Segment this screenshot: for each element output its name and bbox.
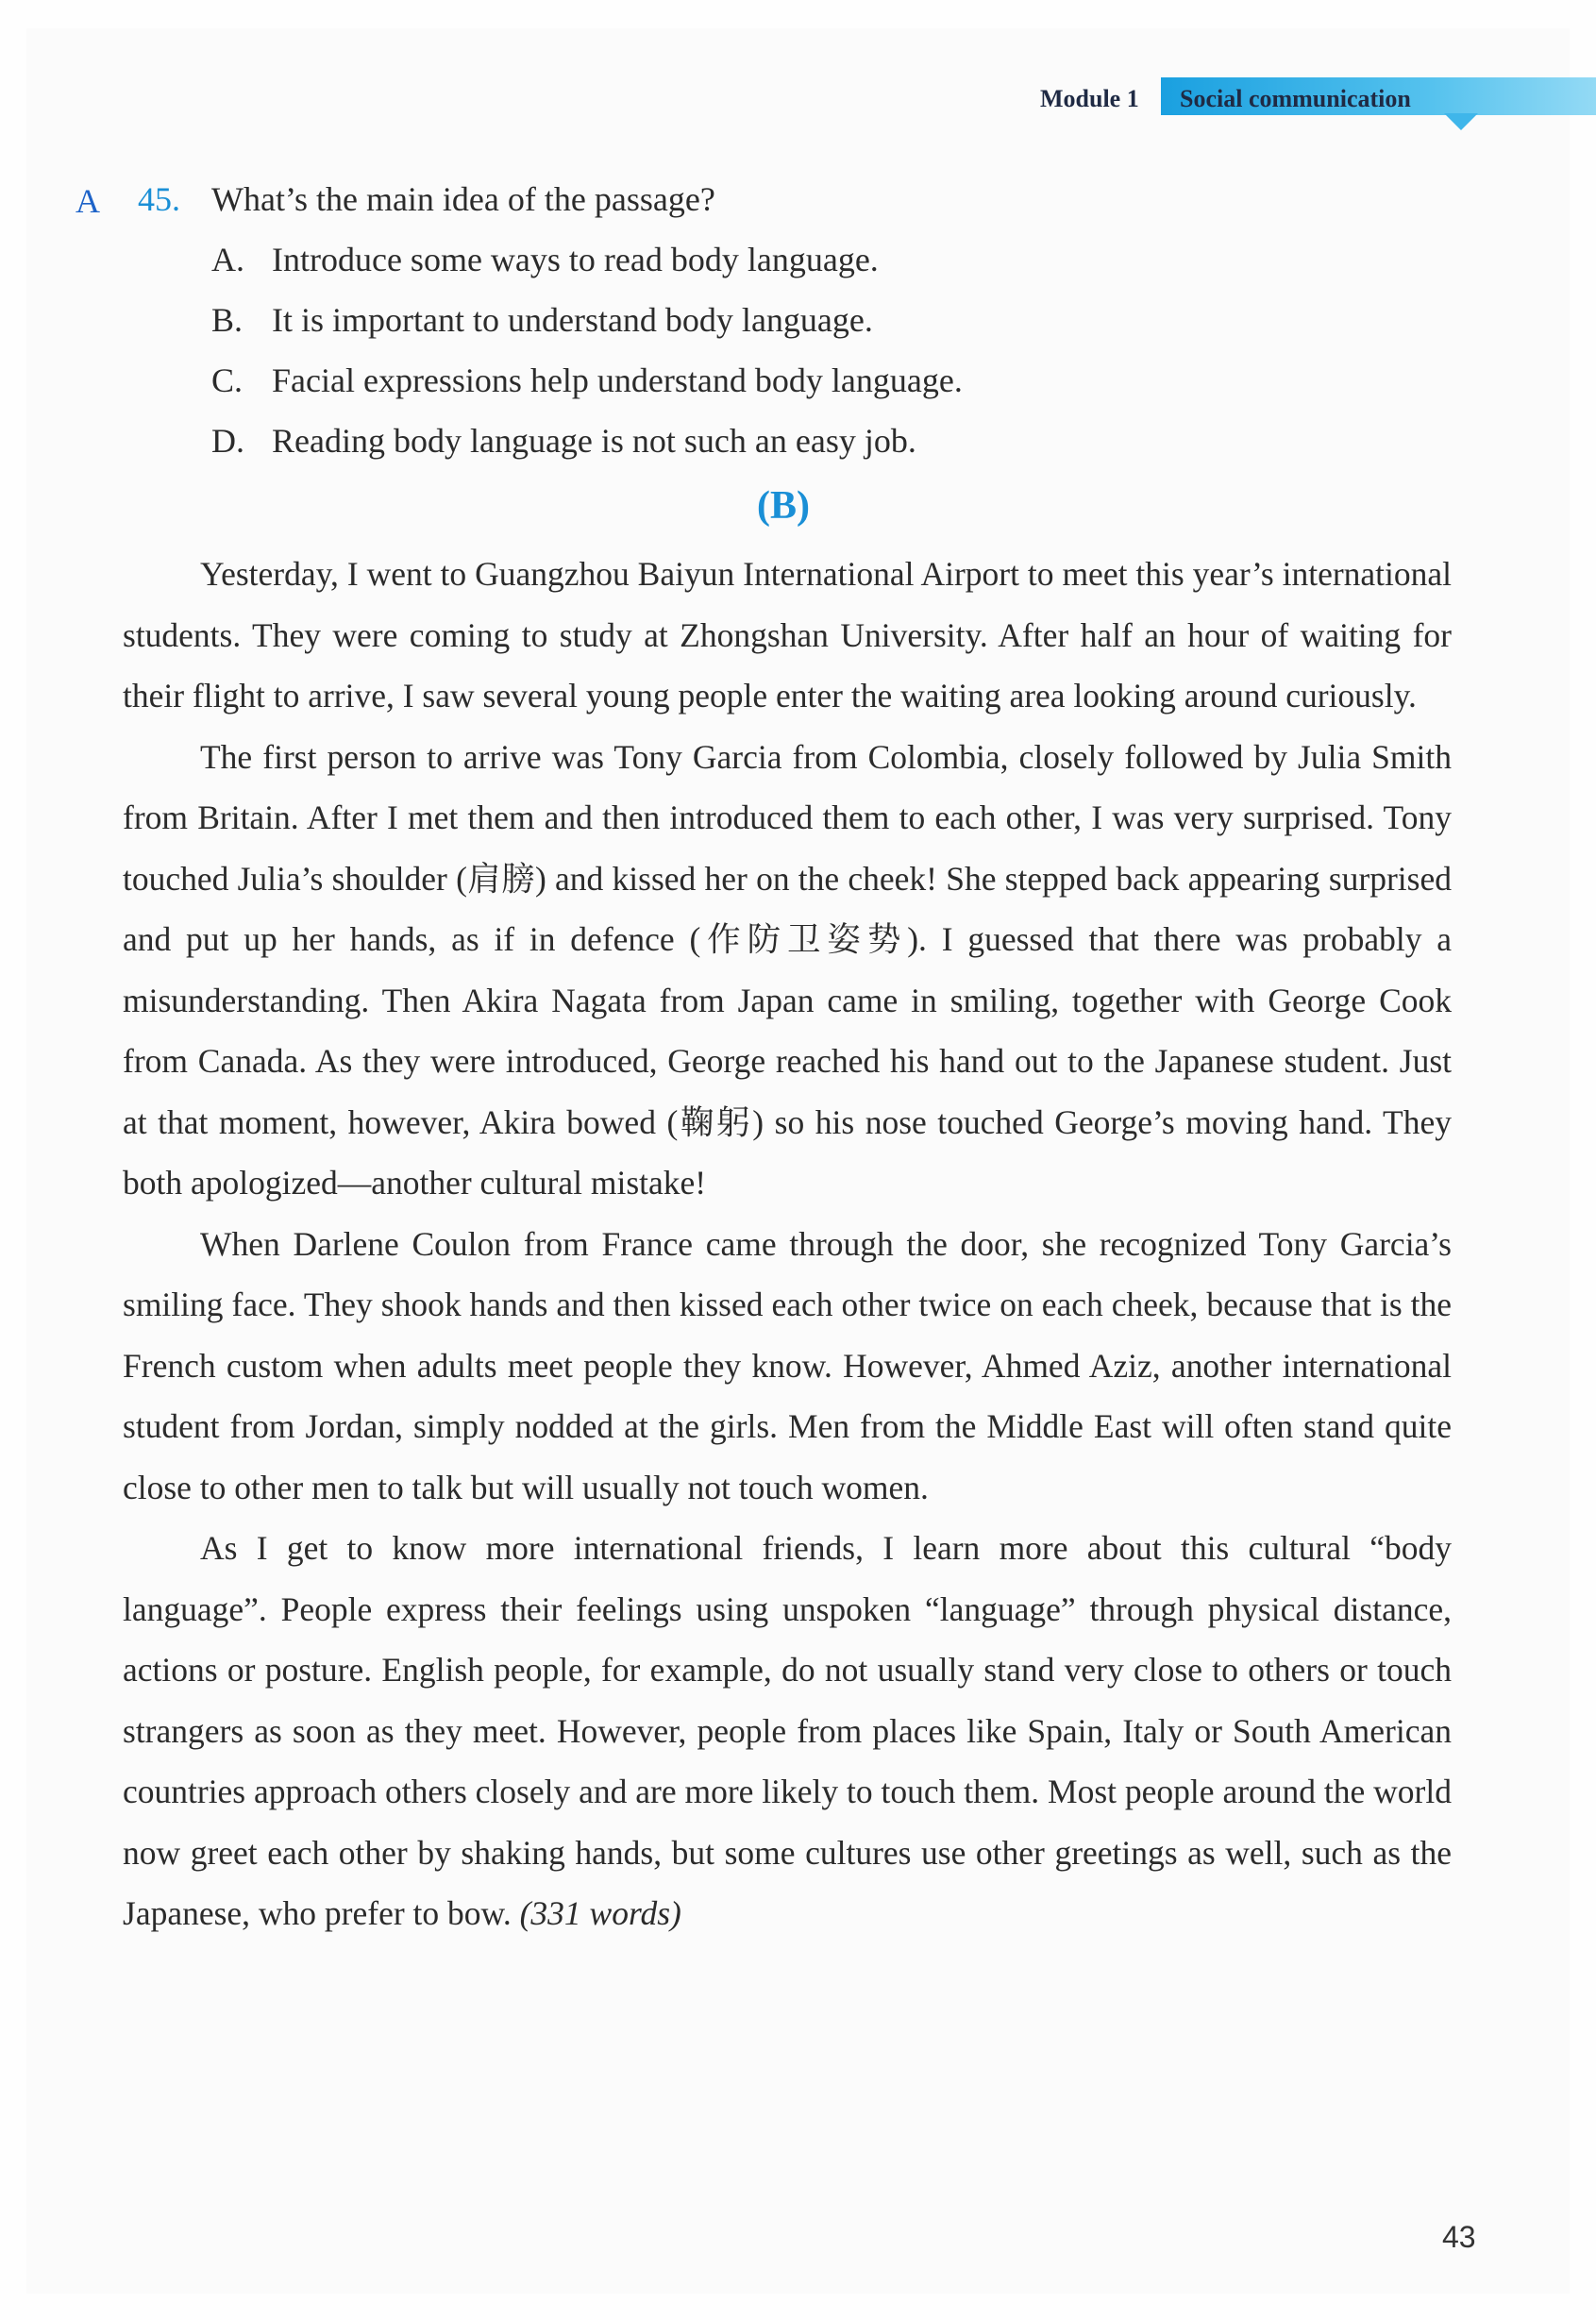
option-text: Introduce some ways to read body language.	[272, 241, 879, 278]
option-text: Reading body language is not such an easy job.	[272, 422, 916, 460]
option-letter: C.	[211, 361, 244, 399]
question-text: What’s the main idea of the passage?	[211, 180, 715, 218]
passage-paragraph-last	[123, 1518, 1452, 1944]
handwritten-answer: A	[76, 182, 100, 220]
passage-paragraph: When Darlene Coulon from France came through the door, she recognized Tony Garcia’s smiling face. They shook hands and then kissed each other twice on each cheek, because that is the French custom when adults meet people they know. However, Ahmed Aziz, another international student from Jordan, simply nodded at the girls. Men from the Middle East will often stand quite close to other men to talk but will usually not touch women.	[123, 1224, 1452, 1506]
passage-paragraph: The first person to arrive was Tony Garcia from Colombia, closely followed by Julia Smith from Britain. After I met them and then introduced them to each other, I was very surprised. Tony touched Julia’s shoulder (肩膀) and kissed her on the cheek! She stepped back appearing surprised and put up her hands, as if in defence (作防卫姿势). I guessed that there was probably a misunderstanding. Then Akira Nagata from Japan came in smiling, together with George Cook from Canada. As they were introduced, George reached his hand out to the Japanese student. Just at that moment, however, Akira bowed (鞠躬) so his nose touched George’s moving hand. They both apologized—another cultural mistake!	[123, 737, 1452, 1202]
page-header	[1029, 77, 1595, 117]
option-a	[211, 240, 879, 279]
option-text: Facial expressions help understand body language.	[272, 361, 963, 399]
option-c	[211, 361, 963, 400]
passage-paragraph-text: As I get to know more international friends, I learn more about this cultural “body language”. People express their feelings using unspoken “language” through physical distance, actions or posture. English people, for example, do not usually stand very close to others or touch strangers as soon as they meet. However, people from places like Spain, Italy or South American countries approach others closely and are more likely to touch them. Most people around the world now greet each other by shaking hands, but some cultures use other greetings as well, such as the Japanese, who prefer to bow.	[123, 1529, 1452, 1932]
option-letter: B.	[211, 301, 244, 339]
question-number: 45.	[138, 180, 180, 218]
passage	[123, 544, 1452, 1944]
passage-paragraph: Yesterday, I went to Guangzhou Baiyun International Airport to meet this year’s international students. They were coming to study at Zhongshan University. After half an hour of waiting for their flight to arrive, I saw several young people enter the waiting area looking around curiously.	[123, 555, 1452, 714]
option-letter: D.	[211, 422, 244, 460]
module-title: Social communication	[1180, 85, 1411, 112]
option-letter: A.	[211, 241, 244, 278]
module-label: Module 1	[1040, 85, 1139, 112]
word-count: (331 words)	[519, 1894, 681, 1932]
section-title: (B)	[757, 484, 810, 528]
option-text: It is important to understand body language.	[272, 301, 873, 339]
header-ribbon-tip	[1444, 113, 1478, 130]
option-b	[211, 300, 873, 340]
option-d	[211, 421, 916, 461]
page-number: 43	[1442, 2220, 1476, 2254]
